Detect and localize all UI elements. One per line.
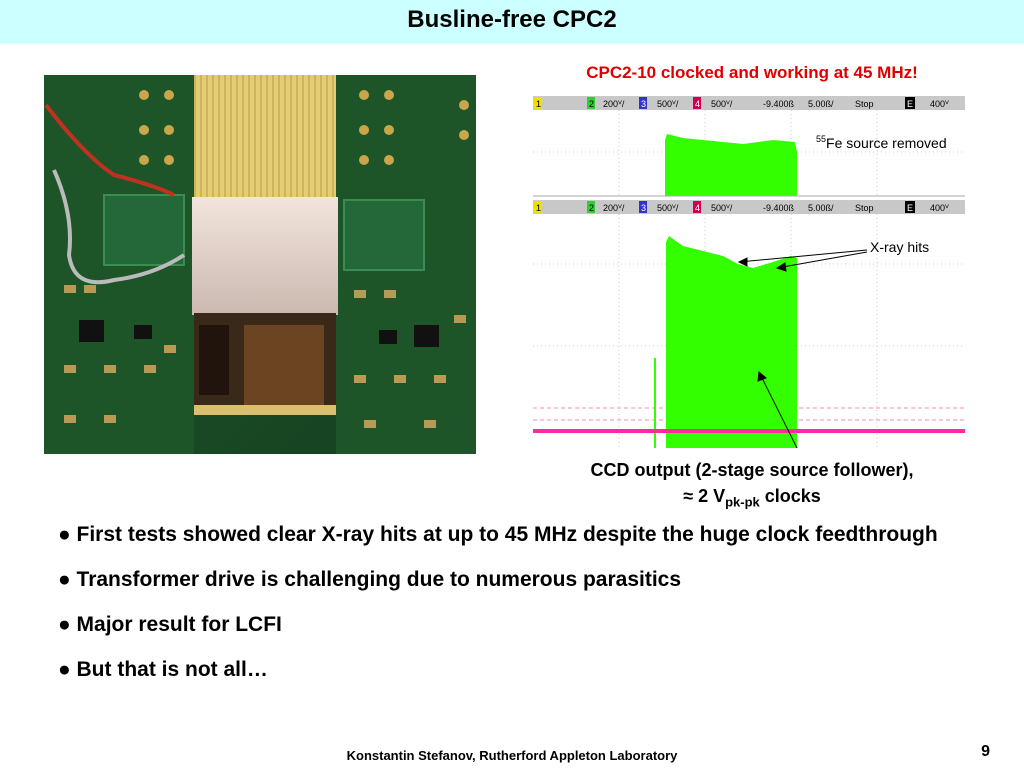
- svg-text:5.00ß/: 5.00ß/: [808, 203, 834, 213]
- slide-footer: Konstantin Stefanov, Rutherford Appleton Laboratory: [346, 748, 678, 763]
- svg-text:2: 2: [589, 203, 595, 213]
- fe-annotation: $^{55}$Fe source removed: [816, 134, 947, 151]
- svg-text:-9.400ß: -9.400ß: [763, 99, 795, 109]
- svg-text:500ⱽ/: 500ⱽ/: [657, 203, 679, 213]
- svg-text:200ⱽ/: 200ⱽ/: [603, 203, 625, 213]
- bullet-list: [58, 519, 958, 699]
- svg-text:500ⱽ/: 500ⱽ/: [711, 203, 733, 213]
- scope-caption: CPC2-10 clocked and working at 45 MHz!: [586, 63, 918, 82]
- svg-text:E: E: [907, 203, 914, 213]
- slide-title: Busline-free CPC2: [407, 6, 617, 33]
- page-number: 9: [981, 743, 990, 760]
- xray-annotation: X-ray hits: [870, 239, 930, 255]
- svg-text:5.00ß/: 5.00ß/: [808, 99, 834, 109]
- svg-text:1: 1: [536, 99, 542, 109]
- svg-text:-9.400ß: -9.400ß: [763, 203, 795, 213]
- svg-text:400ⱽ: 400ⱽ: [930, 203, 949, 213]
- scope-trace-top: [665, 134, 797, 196]
- oscilloscope-capture: [533, 96, 965, 448]
- svg-text:3: 3: [641, 99, 647, 109]
- bullet-item: ● First tests showed clear X-ray hits at up to 45 MHz despite the huge clock feedthrough: [58, 523, 938, 546]
- bullet-item: ● But that is not all…: [58, 658, 268, 681]
- svg-text:4: 4: [695, 99, 701, 109]
- svg-text:200ⱽ/: 200ⱽ/: [603, 99, 625, 109]
- svg-text:500ⱽ/: 500ⱽ/: [711, 99, 733, 109]
- bullet-item: ● Transformer drive is challenging due to numerous parasitics: [58, 568, 682, 591]
- svg-text:3: 3: [641, 203, 647, 213]
- scope-status-bar-top: [533, 96, 965, 110]
- ccd-output-caption: CCD output (2-stage source follower), ≈ 2 $V_{pk-pk}$ clocks: [590, 460, 914, 510]
- sensor-board-photo: [44, 75, 476, 454]
- svg-text:2: 2: [589, 99, 595, 109]
- svg-text:Stop: Stop: [855, 203, 874, 213]
- svg-text:Stop: Stop: [855, 99, 874, 109]
- bullet-item: ● Major result for LCFI: [58, 613, 282, 636]
- svg-text:E: E: [907, 99, 914, 109]
- scope-ref-line: [533, 429, 965, 433]
- scope-status-bar-bottom: [533, 200, 965, 214]
- svg-text:1: 1: [536, 203, 542, 213]
- svg-text:4: 4: [695, 203, 701, 213]
- svg-text:500ⱽ/: 500ⱽ/: [657, 99, 679, 109]
- svg-text:400ⱽ: 400ⱽ: [930, 99, 949, 109]
